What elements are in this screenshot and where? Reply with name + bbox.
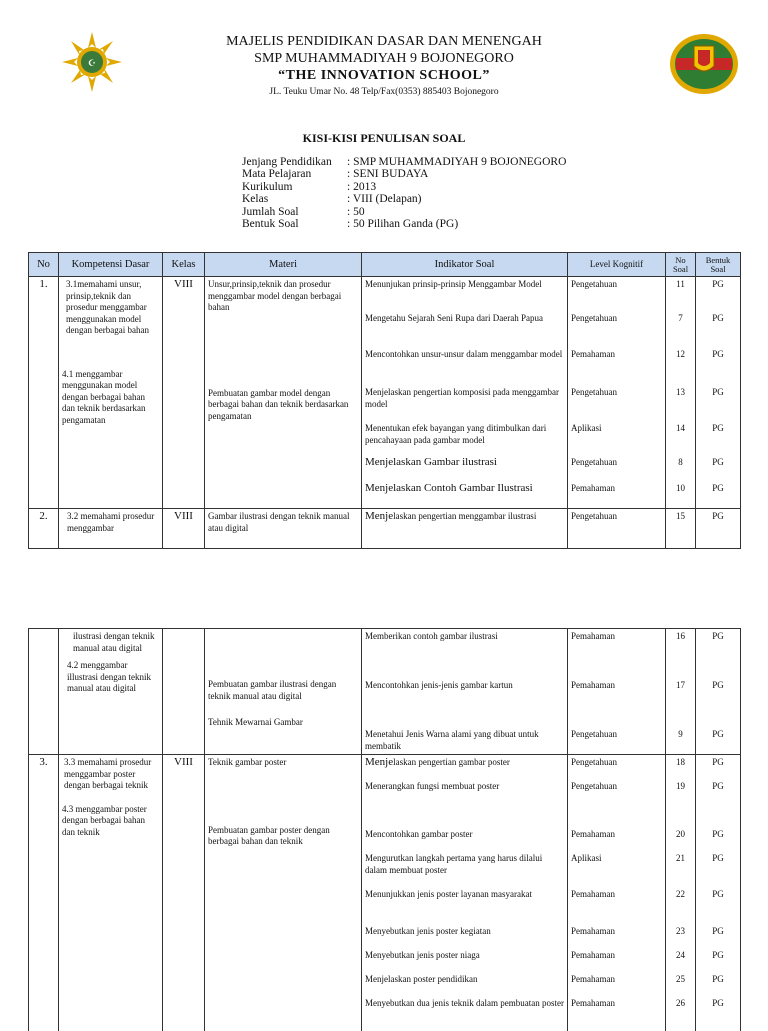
no-soal-text: 25 xyxy=(676,974,685,984)
bentuk-text: PG xyxy=(712,757,724,767)
col-header-bentuk: Bentuk Soal xyxy=(696,253,741,277)
no-soal-text: 19 xyxy=(676,781,685,791)
row-no: 1. xyxy=(29,277,59,509)
col-header-kompetensi: Kompetensi Dasar xyxy=(59,253,163,277)
no-soal-text: 18 xyxy=(676,757,685,767)
indikator-text: Mengurutkan langkah pertama yang harus dilalui dalam membuat poster xyxy=(365,853,543,875)
level-text: Pengetahuan xyxy=(571,313,617,323)
level-text: Pemahaman xyxy=(571,483,615,493)
bentuk-cell xyxy=(696,629,741,755)
level-text: Pemahaman xyxy=(571,950,615,960)
row-no: 2. xyxy=(29,509,59,549)
indikator-text-prefix: Menje xyxy=(365,756,394,768)
materi-text: Tehnik Mewarnai Gambar xyxy=(208,717,303,727)
materi-text: Pembuatan gambar model dengan berbagai bahan dan teknik berdasarkan pengamatan xyxy=(208,387,349,421)
kompetensi-text: ilustrasi dengan teknik manual atau digital xyxy=(73,631,155,653)
kompetensi-text: 4.1 menggambar menggunakan model dengan berbagai bahan dan teknik berdasarkan pengamatan xyxy=(62,368,146,425)
meta-value: : 2013 xyxy=(347,180,377,193)
header-school-name: SMP MUHAMMADIYAH 9 BOJONEGORO xyxy=(254,51,514,66)
no-soal-cell xyxy=(666,755,696,1031)
level-text: Pemahaman xyxy=(571,889,615,899)
materi-text: Gambar ilustrasi dengan teknik manual atau digital xyxy=(205,509,362,549)
bentuk-text: PG xyxy=(712,781,724,791)
level-cell xyxy=(568,277,666,509)
document-title: KISI-KISI PENULISAN SOAL xyxy=(302,131,466,145)
materi-cell xyxy=(205,277,362,509)
kisi-kisi-table-page2 xyxy=(28,628,741,1031)
kompetensi-text: 3.1memahami unsur, prinsip,teknik dan prosedur menggambar menggunakan model dengan berbagai bahan xyxy=(66,279,149,335)
meta-value: : SMP MUHAMMADIYAH 9 BOJONEGORO xyxy=(347,156,567,168)
level-cell xyxy=(568,755,666,1031)
meta-row xyxy=(242,168,566,180)
bentuk-text: PG xyxy=(712,926,724,936)
col-header-no-soal: No Soal xyxy=(666,253,696,277)
meta-row xyxy=(242,156,566,168)
no-soal-text: 14 xyxy=(676,423,685,433)
kelas-cell: VIII xyxy=(163,509,205,549)
no-soal-text: 10 xyxy=(676,483,685,493)
kisi-kisi-table-page1 xyxy=(28,252,741,549)
indikator-text: laskan pengertian gambar poster xyxy=(393,757,510,767)
no-soal-text: 7 xyxy=(678,313,683,323)
bentuk-text: PG xyxy=(712,387,724,397)
bentuk-text: PG xyxy=(696,509,741,549)
col-header-level: Level Kognitif xyxy=(568,253,666,277)
materi-text: Pembuatan gambar poster dengan berbagai bahan dan teknik xyxy=(208,824,330,846)
no-soal-text: 15 xyxy=(666,509,696,549)
no-soal-text: 22 xyxy=(676,889,685,899)
no-soal-text: 12 xyxy=(676,349,685,359)
level-text: Pemahaman xyxy=(571,998,615,1008)
materi-text: Teknik gambar poster xyxy=(208,757,287,767)
document-meta xyxy=(242,156,566,230)
meta-value: : 50 Pilihan Ganda (PG) xyxy=(347,218,459,231)
indikator-cell xyxy=(362,509,568,549)
indikator-text-prefix: Menje xyxy=(365,510,394,522)
kompetensi-text: 4.3 menggambar poster dengan berbagai bahan dan teknik xyxy=(62,803,147,837)
level-text: Pengetahuan xyxy=(571,279,617,289)
kompetensi-cell xyxy=(59,755,163,1031)
no-soal-text: 11 xyxy=(676,279,685,289)
indikator-text: Mencontohkan unsur-unsur dalam menggambar model xyxy=(365,349,563,359)
bentuk-text: PG xyxy=(712,853,724,863)
bentuk-text: PG xyxy=(712,423,724,433)
bentuk-cell xyxy=(696,755,741,1031)
header-address: JL. Teuku Umar No. 48 Telp/Fax(0353) 885403 Bojonegoro xyxy=(269,87,499,97)
meta-key: Kurikulum xyxy=(242,180,293,193)
meta-row xyxy=(242,193,566,205)
indikator-cell xyxy=(362,755,568,1031)
no-soal-text: 20 xyxy=(676,829,685,839)
kelas-cell: VIII xyxy=(163,755,205,1031)
indikator-text: Mencontohkan gambar poster xyxy=(365,829,473,839)
indikator-text: Memberikan contoh gambar ilustrasi xyxy=(365,631,498,641)
level-text: Pengetahuan xyxy=(571,457,617,467)
meta-row xyxy=(242,181,566,193)
bentuk-text: PG xyxy=(712,631,724,641)
indikator-text: Menjelaskan pengertian komposisi pada menggambar model xyxy=(365,387,559,409)
indikator-text: Menerangkan fungsi membuat poster xyxy=(365,781,500,791)
meta-row xyxy=(242,218,566,230)
kelas-cell: VIII xyxy=(163,277,205,509)
header-tagline: “THE INNOVATION SCHOOL” xyxy=(278,68,490,83)
level-text: Pemahaman xyxy=(571,974,615,984)
kompetensi-text: 3.2 memahami prosedur menggambar xyxy=(59,509,163,549)
meta-key: Bentuk Soal xyxy=(242,218,299,231)
level-text: Pemahaman xyxy=(571,829,615,839)
bentuk-text: PG xyxy=(712,457,724,467)
indikator-text: Menyebutkan dua jenis teknik dalam pembuatan poster xyxy=(365,998,564,1008)
kelas-cell xyxy=(163,629,205,755)
row-no: 3. xyxy=(29,755,59,1031)
level-text: Pengetahuan xyxy=(571,781,617,791)
bentuk-text: PG xyxy=(712,974,724,984)
table-row xyxy=(29,509,741,549)
level-text: Aplikasi xyxy=(571,423,602,433)
row-no xyxy=(29,629,59,755)
level-text: Pemahaman xyxy=(571,926,615,936)
no-soal-text: 23 xyxy=(676,926,685,936)
indikator-text: Menjelaskan poster pendidikan xyxy=(365,974,478,984)
level-text: Pengetahuan xyxy=(571,387,617,397)
bentuk-text: PG xyxy=(712,680,724,690)
bentuk-text: PG xyxy=(712,829,724,839)
bentuk-text: PG xyxy=(712,349,724,359)
meta-value: : 50 xyxy=(347,205,365,218)
indikator-text: Menunjukkan jenis poster layanan masyarakat xyxy=(365,889,532,899)
level-text: Pengetahuan xyxy=(571,729,617,739)
indikator-text: Menjelaskan Contoh Gambar Ilustrasi xyxy=(365,482,533,494)
bentuk-text: PG xyxy=(712,889,724,899)
col-header-materi: Materi xyxy=(205,253,362,277)
indikator-text: Menetahui Jenis Warna alami yang dibuat untuk membatik xyxy=(365,729,539,751)
materi-cell xyxy=(205,755,362,1031)
meta-row xyxy=(242,206,566,218)
indikator-cell xyxy=(362,277,568,509)
kompetensi-cell xyxy=(59,277,163,509)
kompetensi-cell xyxy=(59,629,163,755)
indikator-text: Menentukan efek bayangan yang ditimbulkan dari pencahayaan pada gambar model xyxy=(365,423,547,445)
no-soal-text: 9 xyxy=(678,729,683,739)
no-soal-text: 17 xyxy=(676,680,685,690)
no-soal-cell xyxy=(666,629,696,755)
bentuk-text: PG xyxy=(712,729,724,739)
bentuk-text: PG xyxy=(712,998,724,1008)
indikator-text: Menyebutkan jenis poster kegiatan xyxy=(365,926,491,936)
table-row xyxy=(29,277,741,509)
indikator-text xyxy=(365,757,564,781)
bentuk-text: PG xyxy=(712,483,724,493)
meta-key: Mata Pelajaran xyxy=(242,168,312,181)
no-soal-cell xyxy=(666,277,696,509)
materi-cell xyxy=(205,629,362,755)
level-text: Pengetahuan xyxy=(568,509,666,549)
level-text: Pemahaman xyxy=(571,680,615,690)
materi-text: Pembuatan gambar ilustrasi dengan teknik manual atau digital xyxy=(208,679,337,701)
meta-key: Kelas xyxy=(242,193,269,206)
level-text: Pemahaman xyxy=(571,631,615,641)
col-header-indikator: Indikator Soal xyxy=(362,253,568,277)
header-organization: MAJELIS PENDIDIKAN DASAR DAN MENENGAH xyxy=(226,34,542,49)
no-soal-text: 24 xyxy=(676,950,685,960)
bentuk-text: PG xyxy=(712,279,724,289)
bentuk-text: PG xyxy=(712,950,724,960)
svg-text:☪: ☪ xyxy=(87,59,97,69)
meta-key: Jenjang Pendidikan xyxy=(242,156,332,168)
indikator-text: Mencontohkan jenis-jenis gambar kartun xyxy=(365,680,513,690)
indikator-text: Menjelaskan Gambar ilustrasi xyxy=(365,456,497,468)
indikator-text: Menunjukan prinsip-prinsip Menggambar Model xyxy=(365,279,542,289)
materi-text: Unsur,prinsip,teknik dan prosedur menggambar model dengan berbagai bahan xyxy=(208,279,342,312)
indikator-text: laskan pengertian menggambar ilustrasi xyxy=(393,511,537,521)
bentuk-text: PG xyxy=(712,313,724,323)
no-soal-text: 26 xyxy=(676,998,685,1008)
meta-value: : VIII (Delapan) xyxy=(347,193,422,206)
kompetensi-text: 3.3 memahami prosedur menggambar poster dengan berbagai teknik xyxy=(64,757,152,790)
no-soal-text: 13 xyxy=(676,387,685,397)
no-soal-text: 8 xyxy=(678,457,683,467)
no-soal-text: 16 xyxy=(676,631,685,641)
bentuk-cell xyxy=(696,277,741,509)
indikator-cell xyxy=(362,629,568,755)
level-text: Pemahaman xyxy=(571,349,615,359)
meta-value: : SENI BUDAYA xyxy=(347,168,429,181)
table-row xyxy=(29,629,741,755)
indikator-text: Menyebutkan jenis poster niaga xyxy=(365,950,480,960)
level-text: Pengetahuan xyxy=(571,757,617,767)
kompetensi-text: 4.2 menggambar illustrasi dengan teknik manual atau digital xyxy=(67,660,151,693)
indikator-text: Mengetahu Sejarah Seni Rupa dari Daerah Papua xyxy=(365,313,543,323)
meta-key: Jumlah Soal xyxy=(242,205,299,218)
level-text: Aplikasi xyxy=(571,853,602,863)
table-row xyxy=(29,755,741,1031)
col-header-kelas: Kelas xyxy=(163,253,205,277)
no-soal-text: 21 xyxy=(676,853,685,863)
col-header-no: No xyxy=(29,253,59,277)
level-cell xyxy=(568,629,666,755)
